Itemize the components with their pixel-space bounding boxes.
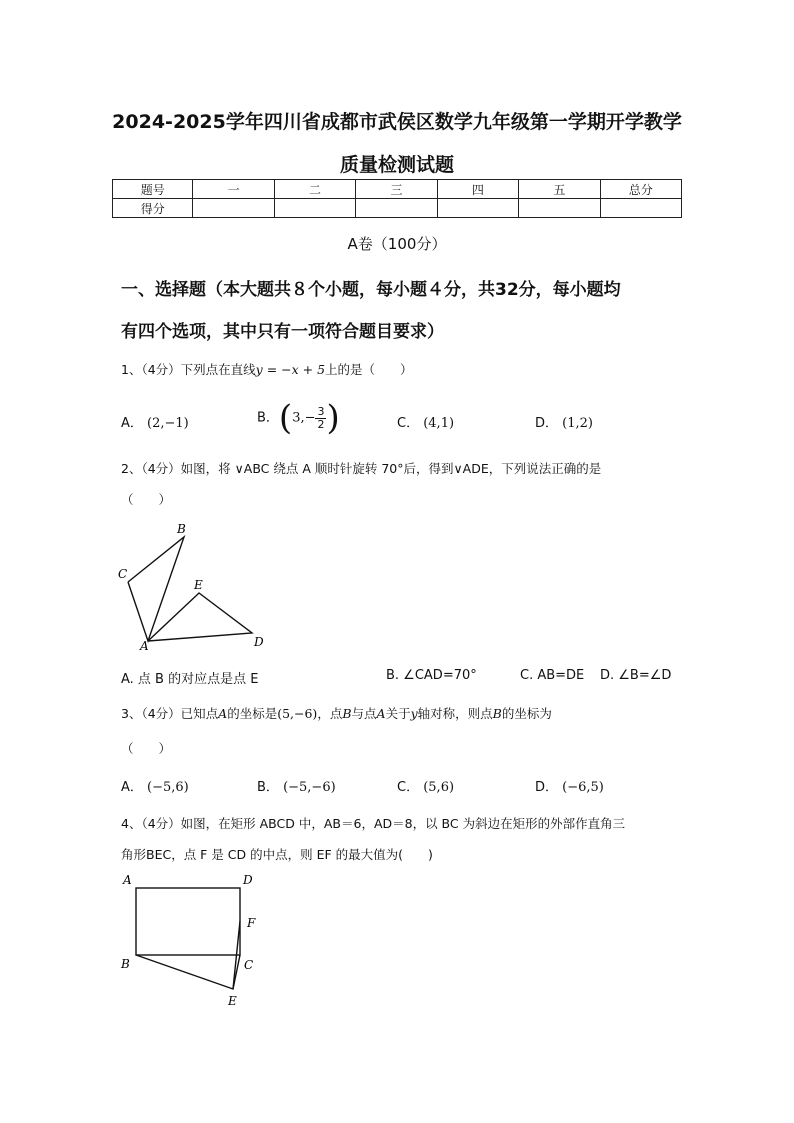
triangle-abc: [128, 537, 184, 641]
q1-option-c[interactable]: C． (4,1): [397, 416, 455, 431]
figure-label-a: A: [123, 873, 132, 887]
page-title-line-2: 质量检测试题: [339, 154, 454, 176]
q1-option-b-fraction: $\frac{3}{2}$: [317, 404, 325, 431]
q1-option-d[interactable]: D． (1,2): [535, 416, 593, 431]
score-header-cell: 二: [274, 180, 355, 199]
section-heading-line-2: 有四个选项，其中只有一项符合题目要求）: [121, 322, 444, 342]
score-table-score-row: [113, 199, 682, 218]
score-row-label: 得分: [113, 199, 193, 218]
figure-label-b: B: [121, 957, 130, 971]
q3-option-c[interactable]: C． (5,6): [397, 780, 455, 795]
score-cell[interactable]: [193, 199, 274, 218]
page-title-line-1: 2024-2025学年四川省成都市武侯区数学九年级第一学期开学教学: [112, 111, 682, 133]
q4-rectangle-figure: [115, 870, 275, 1012]
figure-label-f: F: [247, 916, 256, 930]
q2-option-b[interactable]: B. ∠CAD=70°: [386, 668, 477, 683]
figure-label-d: D: [243, 873, 253, 887]
q1-option-b[interactable]: B．(3,− $\frac{3}{2}$ ): [257, 398, 340, 438]
figure-label-e: E: [194, 578, 203, 592]
q1-equation: y = −x + 5: [255, 362, 326, 377]
question-2-paren: （ ）: [121, 492, 172, 507]
score-table: [112, 179, 682, 218]
q3-option-b[interactable]: B． (−5,−6): [257, 780, 336, 795]
rectangle-abcd: [136, 888, 240, 955]
section-heading-line-1: 一、选择题（本大题共８个小题，每小题４分，共32分，每小题均: [121, 280, 621, 300]
figure-label-c: C: [244, 958, 254, 972]
figure-label-e: E: [228, 994, 237, 1008]
score-header-cell: 题号: [113, 180, 193, 199]
figure-label-a: A: [140, 639, 149, 653]
q2-option-d[interactable]: D. ∠B=∠D: [600, 668, 672, 683]
triangle-ade: [148, 593, 252, 641]
score-cell[interactable]: [356, 199, 437, 218]
question-2-stem: 2、（4分）如图，将 ∨ABC 绕点 A 顺时针旋转 70°后，得到∨ADE，下列说法正确的是: [121, 461, 602, 476]
score-cell[interactable]: [519, 199, 600, 218]
score-header-cell: 五: [519, 180, 600, 199]
question-4-stem-line-2: 角形BEC，点 F 是 CD 的中点，则 EF 的最大值为( ): [121, 847, 433, 862]
q2-option-a[interactable]: A. 点 B 的对应点是点 E: [121, 672, 259, 687]
score-cell[interactable]: [600, 199, 681, 218]
q2-option-c[interactable]: C. AB=DE: [520, 668, 585, 683]
triangle-bec: [136, 955, 240, 989]
score-table-header-row: [113, 180, 682, 199]
score-cell[interactable]: [274, 199, 355, 218]
question-3-paren: （ ）: [121, 741, 172, 756]
q3-option-a[interactable]: A． (−5,6): [121, 780, 189, 795]
score-cell[interactable]: [437, 199, 518, 218]
question-4-stem-line-1: 4、（4分）如图，在矩形 ABCD 中，AB＝6，AD＝8，以 BC 为斜边在矩形的外部作直角三: [121, 816, 626, 831]
score-header-cell: 一: [193, 180, 274, 199]
question-1-stem: 1、（4分）下列点在直线y = −x + 5上的是（ ）: [121, 362, 413, 377]
volume-label: A卷（100分）: [347, 235, 447, 253]
q3-option-d[interactable]: D． (−6,5): [535, 780, 604, 795]
figure-label-d: D: [254, 635, 264, 649]
q1-option-a[interactable]: A． (2,−1): [121, 416, 189, 431]
figure-label-c: C: [118, 567, 128, 581]
question-3-stem: 3、（4分）已知点A的坐标是(5,−6)，点B与点A关于y轴对称，则点B的坐标为: [121, 706, 552, 721]
score-header-cell: 三: [356, 180, 437, 199]
figure-label-b: B: [177, 522, 186, 536]
score-header-cell: 四: [437, 180, 518, 199]
q2-triangle-figure: [110, 515, 280, 655]
score-header-cell: 总分: [600, 180, 681, 199]
